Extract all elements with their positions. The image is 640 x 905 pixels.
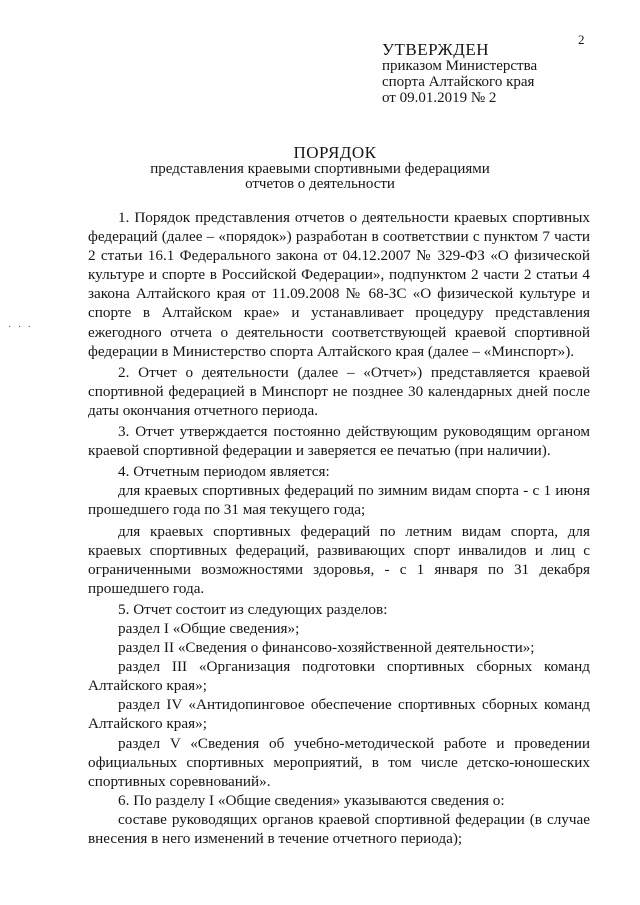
paragraph: раздел I «Общие сведения»; [118,619,300,637]
paragraph: 6. По разделу I «Общие сведения» указываются сведения о: [118,791,505,809]
approval-stamp [382,42,537,106]
document-heading [0,145,640,192]
approval-line: приказом Министерства [382,58,538,74]
paragraph: раздел V «Сведения об учебно-методической работе и проведении официальных спортивных мероприятий, в том числе детско-юношеских спортивных соревнований». [88,734,590,790]
document-subtitle: отчетов о деятельности [245,176,395,192]
paragraph: 4. Отчетным периодом является: [118,463,330,481]
document-subtitle: представления краевыми спортивными федерациями [150,161,490,177]
paragraph: для краевых спортивных федераций по летним видам спорта, для краевых спортивных федераций, развивающих спорт инвалидов и лиц с ограниченными возможностями здоровья, - с 1 января по 31 декабря прошедшего года. [88,522,590,597]
document-title: ПОРЯДОК [293,143,377,162]
approval-line: от 09.01.2019 № 2 [382,90,497,106]
document-body [88,208,590,848]
paragraph: раздел II «Сведения о финансово-хозяйственной деятельности»; [118,639,535,657]
margin-mark: · · · [8,322,33,333]
paragraph: составе руководящих органов краевой спортивной федерации (в случае внесения в него изменений в течение отчетного периода); [88,810,590,847]
approval-title: УТВЕРЖДЕН [382,40,489,59]
paragraph: раздел IV «Антидопинговое обеспечение спортивных сборных команд Алтайского края»; [88,696,590,733]
paragraph: 3. Отчет утверждается постоянно действующим руководящим органом краевой спортивной федерации и заверяется ее печатью (при наличии). [88,423,590,460]
paragraph: 1. Порядок представления отчетов о деятельности краевых спортивных федераций (далее – «порядок») разработан в соответствии с пунктом 7 части 2 статьи 16.1 Федерального закона от 04.12.2007 № 329-ФЗ «О физической культуре и спорте в Российской Федерации», подпунктом 2 части 2 статьи 4 закона Алтайского края от 11.09.2008 № 68-ЗС «О физической культуре и спорте в Алтайском крае» и устанавливает процедуру представления ежегодного отчета о деятельности соответствующей краевой спортивной федерации в Министерство спорта Алтайского края (далее – «Минспорт»). [88,209,590,360]
page-number: 2 [578,32,585,47]
paragraph: для краевых спортивных федераций по зимним видам спорта - с 1 июня прошедшего года по 31 мая текущего года; [88,482,590,519]
paragraph: 5. Отчет состоит из следующих разделов: [118,600,388,618]
paragraph: раздел III «Организация подготовки спортивных сборных команд Алтайского края»; [88,658,590,695]
paragraph: 2. Отчет о деятельности (далее – «Отчет») представляется краевой спортивной федерацией в Минспорт не позднее 30 календарных дней после даты окончания отчетного периода. [88,363,590,419]
approval-line: спорта Алтайского края [382,74,535,90]
